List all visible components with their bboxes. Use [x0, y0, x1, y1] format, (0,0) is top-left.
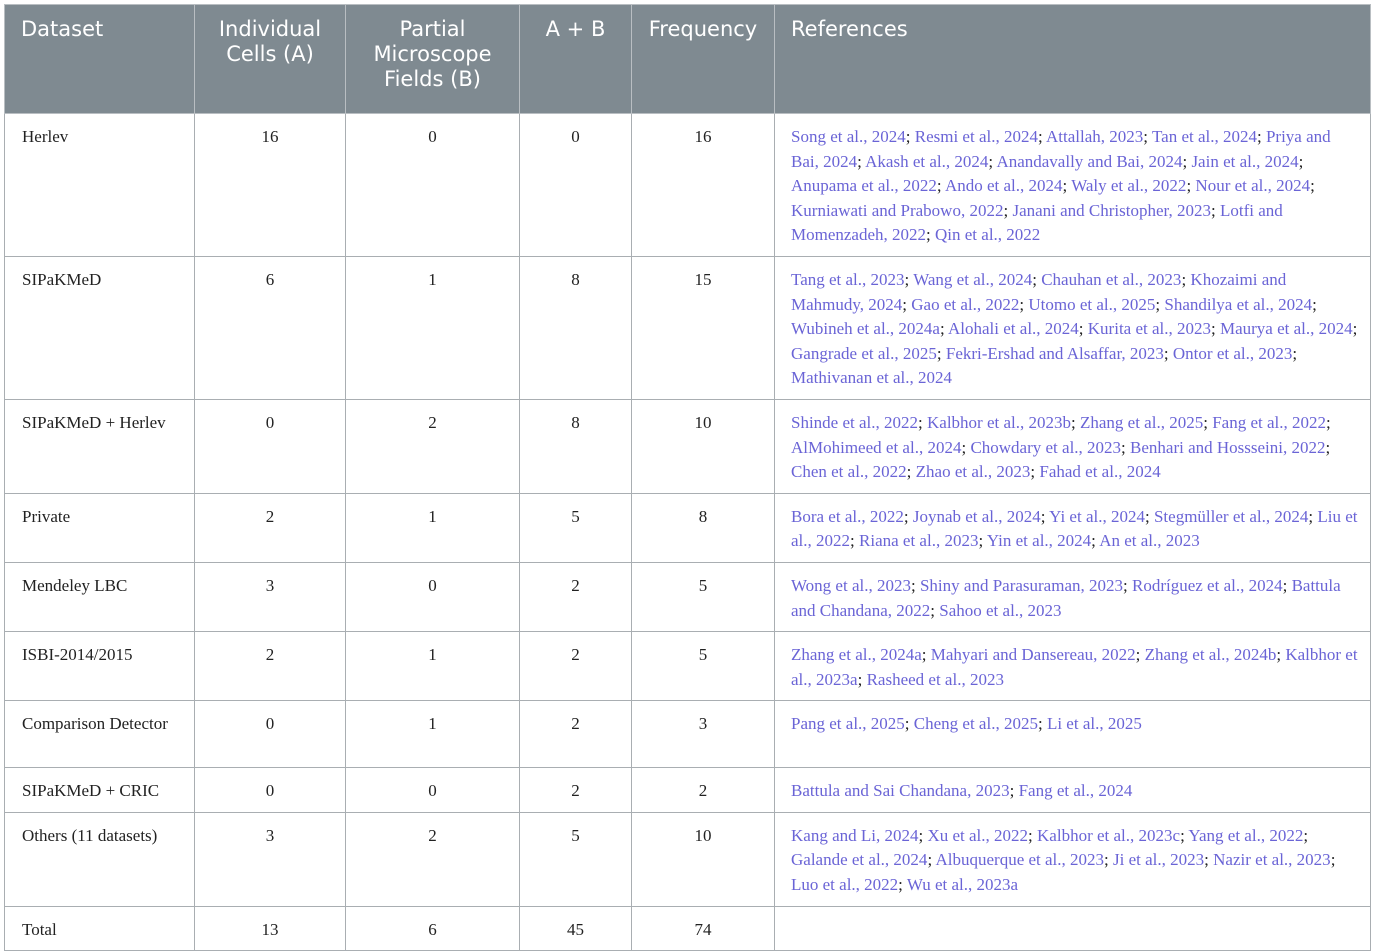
- dataset-cell: SIPaKMeD + Herlev: [5, 399, 195, 493]
- reference-link[interactable]: Gao et al., 2022: [911, 294, 1020, 314]
- reference-separator: ;: [1071, 412, 1080, 432]
- a-plus-b-cell: 5: [520, 493, 632, 562]
- reference-link[interactable]: Chauhan et al., 2023: [1041, 269, 1182, 289]
- reference-separator: ;: [936, 176, 945, 196]
- partial-fields-cell: 0: [346, 562, 520, 631]
- reference-link[interactable]: Albuquerque et al., 2023: [935, 850, 1105, 870]
- reference-separator: ;: [939, 319, 949, 339]
- reference-link[interactable]: Kurniawati and Prabowo, 2022: [791, 200, 1004, 220]
- reference-link[interactable]: Wong et al., 2023: [791, 575, 911, 595]
- reference-link[interactable]: Kalbhor et al., 2023c: [1037, 825, 1181, 845]
- reference-link[interactable]: Akash et al., 2024: [865, 151, 989, 171]
- frequency-cell: 10: [632, 399, 775, 493]
- table-row: [5, 906, 1371, 951]
- frequency-cell: 8: [632, 493, 775, 562]
- reference-link[interactable]: Anandavally and Bai, 2024: [996, 151, 1183, 171]
- table-row: [5, 768, 1371, 813]
- frequency-cell: 2: [632, 768, 775, 813]
- references-cell: [775, 562, 1371, 631]
- dataset-cell: Herlev: [5, 114, 195, 257]
- reference-link[interactable]: Rodríguez et al., 2024: [1131, 575, 1283, 595]
- a-plus-b-cell: 45: [520, 906, 632, 951]
- reference-link[interactable]: Kang and Li, 2024: [791, 825, 919, 845]
- reference-separator: ;: [1143, 127, 1152, 146]
- reference-separator: ;: [1135, 645, 1145, 665]
- reference-link[interactable]: Nour et al., 2024: [1195, 176, 1311, 196]
- table-row: [5, 256, 1371, 399]
- header-a-plus-b: A + B: [520, 5, 632, 114]
- reference-link[interactable]: Yi et al., 2024: [1049, 506, 1145, 526]
- reference-separator: ;: [926, 225, 936, 245]
- dataset-cell: SIPaKMeD: [5, 256, 195, 399]
- reference-separator: ;: [910, 575, 920, 595]
- individual-cells-cell: 3: [195, 562, 346, 631]
- individual-cells-cell: 0: [195, 399, 346, 493]
- individual-cells-cell: 6: [195, 256, 346, 399]
- reference-link[interactable]: Waly et al., 2022: [1071, 176, 1187, 196]
- frequency-cell: 5: [632, 632, 775, 701]
- reference-link[interactable]: Mathivanan et al., 2024: [791, 368, 952, 388]
- reference-separator: ;: [1121, 437, 1131, 457]
- reference-link[interactable]: Janani and Christopher, 2023: [1012, 200, 1212, 220]
- reference-link[interactable]: Yang et al., 2022: [1188, 825, 1304, 845]
- reference-link[interactable]: Joynab et al., 2024: [912, 506, 1041, 526]
- reference-separator: ;: [904, 269, 914, 289]
- reference-link[interactable]: Fahad et al., 2024: [1039, 462, 1161, 482]
- table-row: [5, 701, 1371, 768]
- reference-separator: ;: [1123, 575, 1132, 595]
- a-plus-b-cell: 2: [520, 562, 632, 631]
- reference-separator: ;: [1019, 294, 1029, 314]
- reference-link[interactable]: Nazir et al., 2023: [1213, 850, 1331, 870]
- reference-separator: ;: [1144, 506, 1154, 526]
- reference-link[interactable]: Zhao et al., 2023: [915, 462, 1031, 482]
- reference-separator: ;: [1204, 850, 1214, 870]
- dataset-cell: Others (11 datasets): [5, 812, 195, 906]
- references-cell: [775, 701, 1371, 768]
- references-cell: [775, 768, 1371, 813]
- reference-link[interactable]: Yin et al., 2024: [986, 531, 1092, 551]
- reference-link[interactable]: Xu et al., 2022: [927, 825, 1029, 845]
- reference-separator: ;: [1282, 575, 1292, 595]
- reference-separator: ;: [1186, 176, 1196, 196]
- table-row: [5, 493, 1371, 562]
- reference-separator: ;: [1104, 850, 1114, 870]
- reference-link[interactable]: Kalbhor et al., 2023b: [927, 412, 1071, 432]
- reference-link[interactable]: Wu et al., 2023a: [906, 875, 1019, 895]
- reference-link[interactable]: Rasheed et al., 2023: [866, 669, 1004, 689]
- reference-separator: ;: [1037, 714, 1047, 734]
- reference-link[interactable]: Alohali et al., 2024: [948, 319, 1079, 339]
- references-cell: [775, 906, 1371, 951]
- reference-separator: ;: [1303, 825, 1309, 845]
- partial-fields-cell: 2: [346, 812, 520, 906]
- reference-link[interactable]: AlMohimeed et al., 2024: [791, 437, 962, 457]
- references-cell: [775, 256, 1371, 399]
- reference-separator: ;: [961, 437, 971, 457]
- reference-link[interactable]: Pang et al., 2025: [791, 714, 905, 734]
- reference-link[interactable]: Lotfi and Momenzadeh, 2022: [791, 200, 1283, 245]
- reference-link[interactable]: Ji et al., 2023: [1113, 850, 1205, 870]
- header-frequency: Frequency: [632, 5, 775, 114]
- partial-fields-cell: 1: [346, 701, 520, 768]
- reference-separator: ;: [1037, 127, 1047, 146]
- reference-link[interactable]: Zhang et al., 2025: [1079, 412, 1204, 432]
- reference-link[interactable]: Li et al., 2025: [1046, 714, 1142, 734]
- partial-fields-cell: 1: [346, 493, 520, 562]
- reference-separator: ;: [1330, 850, 1336, 870]
- reference-link[interactable]: Utomo et al., 2025: [1028, 294, 1156, 314]
- partial-fields-cell: 6: [346, 906, 520, 951]
- reference-separator: ;: [1292, 343, 1298, 363]
- a-plus-b-cell: 0: [520, 114, 632, 257]
- table-body: [5, 114, 1371, 951]
- reference-link[interactable]: Fekri-Ershad and Alsaffar, 2023: [945, 343, 1164, 363]
- reference-separator: ;: [1310, 176, 1315, 196]
- reference-separator: ;: [936, 343, 946, 363]
- reference-separator: ;: [1078, 319, 1088, 339]
- references-cell: [775, 812, 1371, 906]
- dataset-cell: SIPaKMeD + CRIC: [5, 768, 195, 813]
- reference-link[interactable]: Ando et al., 2024: [944, 176, 1063, 196]
- partial-fields-cell: 0: [346, 114, 520, 257]
- dataset-cell: Private: [5, 493, 195, 562]
- reference-link[interactable]: Shinde et al., 2022: [791, 412, 919, 432]
- reference-link[interactable]: Chen et al., 2022: [791, 462, 907, 482]
- frequency-cell: 16: [632, 114, 775, 257]
- reference-separator: ;: [1181, 269, 1191, 289]
- reference-link[interactable]: Tang et al., 2023: [791, 269, 905, 289]
- reference-separator: ;: [927, 850, 936, 870]
- reference-link[interactable]: Jain et al., 2024: [1191, 151, 1299, 171]
- frequency-cell: 15: [632, 256, 775, 399]
- references-cell: [775, 632, 1371, 701]
- reference-link[interactable]: Ontor et al., 2023: [1172, 343, 1293, 363]
- a-plus-b-cell: 2: [520, 701, 632, 768]
- reference-separator: ;: [857, 669, 867, 689]
- reference-separator: ;: [1352, 319, 1358, 339]
- reference-link[interactable]: Luo et al., 2022: [791, 875, 899, 895]
- reference-separator: ;: [1298, 151, 1304, 171]
- references-cell: [775, 399, 1371, 493]
- reference-link[interactable]: Battula and Sai Chandana, 2023: [791, 781, 1010, 801]
- reference-separator: ;: [1062, 176, 1072, 196]
- reference-link[interactable]: Priya and Bai, 2024: [791, 127, 1331, 171]
- individual-cells-cell: 0: [195, 701, 346, 768]
- reference-separator: ;: [1182, 151, 1192, 171]
- reference-link[interactable]: Sahoo et al., 2023: [939, 600, 1062, 620]
- partial-fields-cell: 1: [346, 256, 520, 399]
- a-plus-b-cell: 2: [520, 632, 632, 701]
- reference-link[interactable]: Khozaimi and Mahmudy, 2024: [791, 269, 1287, 314]
- reference-separator: ;: [1032, 269, 1042, 289]
- reference-link[interactable]: Chowdary et al., 2023: [970, 437, 1122, 457]
- reference-separator: ;: [906, 462, 916, 482]
- a-plus-b-cell: 8: [520, 399, 632, 493]
- reference-separator: ;: [1276, 645, 1286, 665]
- reference-separator: ;: [921, 645, 931, 665]
- table-row: [5, 632, 1371, 701]
- dataset-table: [4, 4, 1371, 951]
- reference-link[interactable]: Battula and Chandana, 2022: [791, 575, 1341, 620]
- table-row: [5, 399, 1371, 493]
- reference-link[interactable]: Gangrade et al., 2025: [791, 343, 937, 363]
- reference-separator: ;: [902, 294, 912, 314]
- reference-separator: ;: [1211, 319, 1220, 339]
- header-individual-cells: Individual Cells (A): [195, 5, 346, 114]
- header-dataset: Dataset: [5, 5, 195, 114]
- header-partial-fields: Partial Microscope Fields (B): [346, 5, 520, 114]
- a-plus-b-cell: 5: [520, 812, 632, 906]
- reference-separator: ;: [898, 875, 907, 895]
- table-row: [5, 812, 1371, 906]
- reference-link[interactable]: Wubineh et al., 2024a: [791, 319, 940, 339]
- reference-link[interactable]: Wang et al., 2024: [913, 269, 1033, 289]
- individual-cells-cell: 16: [195, 114, 346, 257]
- reference-separator: ;: [1211, 200, 1221, 220]
- reference-link[interactable]: Mahyari and Dansereau, 2022: [930, 645, 1136, 665]
- reference-separator: ;: [1308, 506, 1318, 526]
- reference-link[interactable]: Fang et al., 2022: [1212, 412, 1326, 432]
- header-row: [5, 5, 1371, 114]
- references-cell: [775, 114, 1371, 257]
- reference-link[interactable]: Song et al., 2024: [791, 127, 906, 146]
- reference-link[interactable]: Shandilya et al., 2024: [1164, 294, 1313, 314]
- reference-separator: ;: [1040, 506, 1050, 526]
- frequency-cell: 3: [632, 701, 775, 768]
- reference-separator: ;: [1003, 200, 1013, 220]
- reference-separator: ;: [1325, 437, 1331, 457]
- reference-link[interactable]: Liu et al., 2022: [791, 506, 1358, 551]
- partial-fields-cell: 0: [346, 768, 520, 813]
- frequency-cell: 10: [632, 812, 775, 906]
- reference-link[interactable]: Attallah, 2023: [1046, 127, 1144, 146]
- partial-fields-cell: 1: [346, 632, 520, 701]
- reference-separator: ;: [930, 600, 940, 620]
- reference-link[interactable]: Shiny and Parasuraman, 2023: [919, 575, 1123, 595]
- reference-link[interactable]: Qin et al., 2022: [935, 225, 1041, 245]
- frequency-cell: 5: [632, 562, 775, 631]
- dataset-cell: ISBI-2014/2015: [5, 632, 195, 701]
- reference-link[interactable]: Fang et al., 2024: [1018, 781, 1133, 801]
- a-plus-b-cell: 2: [520, 768, 632, 813]
- reference-separator: ;: [903, 506, 913, 526]
- reference-separator: ;: [1180, 825, 1189, 845]
- reference-separator: ;: [978, 531, 987, 551]
- reference-link[interactable]: Bora et al., 2022: [791, 506, 904, 526]
- reference-separator: ;: [1203, 412, 1213, 432]
- individual-cells-cell: 2: [195, 632, 346, 701]
- dataset-cell: Mendeley LBC: [5, 562, 195, 631]
- individual-cells-cell: 0: [195, 768, 346, 813]
- reference-link[interactable]: Stegmüller et al., 2024: [1153, 506, 1309, 526]
- reference-separator: ;: [904, 714, 914, 734]
- reference-separator: ;: [1028, 825, 1038, 845]
- reference-link[interactable]: Riana et al., 2023: [859, 531, 979, 551]
- reference-separator: ;: [1325, 412, 1331, 432]
- reference-separator: ;: [918, 412, 927, 432]
- reference-separator: ;: [1009, 781, 1019, 801]
- frequency-cell: 74: [632, 906, 775, 951]
- reference-separator: ;: [988, 151, 997, 171]
- dataset-cell: Total: [5, 906, 195, 951]
- header-references: References: [775, 5, 1371, 114]
- reference-link[interactable]: Resmi et al., 2024: [914, 127, 1038, 146]
- reference-link[interactable]: Benhari and Hossseini, 2022: [1130, 437, 1326, 457]
- references-cell: [775, 493, 1371, 562]
- table-row: [5, 562, 1371, 631]
- reference-separator: ;: [918, 825, 928, 845]
- reference-link[interactable]: Cheng et al., 2025: [913, 714, 1038, 734]
- reference-separator: ;: [905, 127, 915, 146]
- reference-link[interactable]: Tan et al., 2024: [1151, 127, 1257, 146]
- individual-cells-cell: 2: [195, 493, 346, 562]
- dataset-cell: Comparison Detector: [5, 701, 195, 768]
- table-row: [5, 114, 1371, 257]
- reference-link[interactable]: Kurita et al., 2023: [1087, 319, 1211, 339]
- reference-link[interactable]: Kalbhor et al., 2023a: [791, 645, 1358, 689]
- reference-link[interactable]: Zhang et al., 2024a: [791, 645, 922, 665]
- reference-link[interactable]: Anupama et al., 2022: [791, 176, 937, 196]
- reference-separator: ;: [857, 151, 866, 171]
- reference-link[interactable]: An et al., 2023: [1099, 531, 1200, 551]
- reference-separator: ;: [1256, 127, 1266, 146]
- reference-link[interactable]: Galande et al., 2024: [791, 850, 928, 870]
- a-plus-b-cell: 8: [520, 256, 632, 399]
- reference-separator: ;: [1155, 294, 1165, 314]
- reference-separator: ;: [1163, 343, 1173, 363]
- reference-separator: ;: [850, 531, 860, 551]
- reference-link[interactable]: Zhang et al., 2024b: [1144, 645, 1277, 665]
- reference-separator: ;: [1091, 531, 1100, 551]
- reference-separator: ;: [1030, 462, 1040, 482]
- reference-link[interactable]: Maurya et al., 2024: [1219, 319, 1353, 339]
- individual-cells-cell: 13: [195, 906, 346, 951]
- reference-separator: ;: [1312, 294, 1317, 314]
- individual-cells-cell: 3: [195, 812, 346, 906]
- partial-fields-cell: 2: [346, 399, 520, 493]
